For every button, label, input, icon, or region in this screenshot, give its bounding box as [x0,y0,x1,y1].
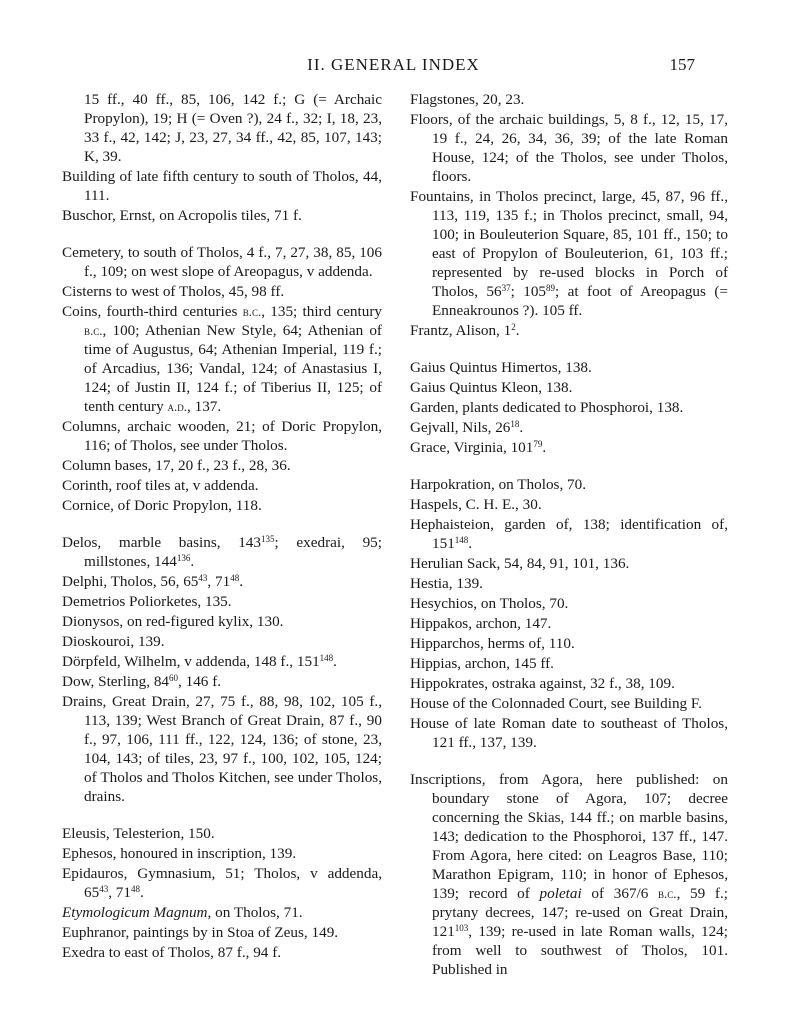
index-entry: Hippokrates, ostraka against, 32 f., 38, 109. [410,675,675,692]
index-entry: Garden, plants dedicated to Phosphoroi, 138. [410,399,684,416]
index-entry: Column bases, 17, 20 f., 23 f., 28, 36. [62,457,291,474]
index-entry: Corinth, roof tiles at, v addenda. [62,477,259,494]
index-entry: Euphranor, paintings by in Stoa of Zeus, 149. [62,924,339,941]
index-entry: Cornice, of Doric Propylon, 118. [62,497,262,514]
index-entry: Etymologicum Magnum, on Tholos, 71. [62,904,303,921]
index-entry: Ephesos, honoured in inscription, 139. [62,845,297,862]
index-entry: Frantz, Alison, $1^2$. [410,322,520,339]
index-entry: Hestia, 139. [410,575,483,592]
index-entry: Dioskouroi, 139. [62,633,165,650]
index-entry: Drains, Great Drain, 27, 75 f., 88, 98, 102, 105 f., 113, 139; West Branch of Great Drain, 87 f., 90 f., 97, 106, 111 ff., 122, 124, 136; of stone, 23, 104, 143; of tiles, 23, 97 f., 100, 102, 105, 124; of Tholos and Tholos Kitchen, see under Tholos, drains. [62,693,382,805]
left-column [62,90,382,963]
index-entry: Cemetery, to south of Tholos, 4 f., 7, 27, 38, 85, 106 f., 109; on west slope of Areopagus, v addenda. [62,244,382,280]
index-entry: Cisterns to west of Tholos, 45, 98 ff. [62,283,285,300]
index-entry: Hesychios, on Tholos, 70. [410,595,569,612]
index-entry: Coins, fourth-third centuries b.c., 135; third century b.c., 100; Athenian New Style, 64; Athenian of time of Augustus, 64; Athenian Imperial, 119 f.; of Arcadius, 136; Vandal, 124; of Anastasius I, 124; of Justin II, 124 f.; of Tiberius II, 125; of tenth century a.d., 137. [62,303,382,415]
index-entry: Flagstones, 20, 23. [410,91,525,108]
page-header [0,55,787,79]
index-entry: Gejvall, Nils, $26^{18}$. [410,419,524,436]
index-entry: Delos, marble basins, $143^{135}$; exedrai, 95; millstones, $144^{136}$. [62,534,382,570]
page-number: 157 [669,55,695,74]
index-entry: Harpokration, on Tholos, 70. [410,476,587,493]
index-entry: Columns, archaic wooden, 21; of Doric Propylon, 116; of Tholos, see under Tholos. [62,418,382,454]
index-entry: Dow, Sterling, $84^{60}$, 146 f. [62,673,222,690]
index-entry: Hippakos, archon, 147. [410,615,552,632]
index-entry: Hippias, archon, 145 ff. [410,655,554,672]
index-entry: 15 ff., 40 ff., 85, 106, 142 f.; G (= Archaic Propylon), 19; H (= Oven ?), 24 f., 32; I, 18, 23, 33 f., 42, 142; J, 23, 27, 34 ff., 42, 85, 107, 143; K, 39. [84,91,382,165]
index-entry: House of late Roman date to southeast of Tholos, 121 ff., 137, 139. [410,715,728,751]
index-entry: Herulian Sack, 54, 84, 91, 101, 136. [410,555,630,572]
index-entry: Gaius Quintus Himertos, 138. [410,359,592,376]
index-entry: Buschor, Ernst, on Acropolis tiles, 71 f. [62,207,302,224]
index-entry: Demetrios Poliorketes, 135. [62,593,232,610]
index-entry: Delphi, Tholos, 56, $65^{43}$, $71^{48}$. [62,573,243,590]
index-entry: Hephaisteion, garden of, 138; identification of, $151^{148}$. [410,516,728,552]
right-column [410,90,728,980]
index-entry: Epidauros, Gymnasium, 51; Tholos, v addenda, $65^{43}$, $71^{48}$. [62,865,382,901]
index-entry: Grace, Virginia, $101^{79}$. [410,439,547,456]
index-entry: Building of late fifth century to south of Tholos, 44, 111. [62,168,382,204]
index-entry: Dörpfeld, Wilhelm, v addenda, 148 f., $151^{148}$. [62,653,337,670]
index-entry: Gaius Quintus Kleon, 138. [410,379,573,396]
index-entry: Eleusis, Telesterion, 150. [62,825,215,842]
index-entry: Floors, of the archaic buildings, 5, 8 f., 12, 15, 17, 19 f., 24, 26, 34, 36, 39; of the late Roman House, 124; of the Tholos, see under Tholos, floors. [410,111,728,185]
index-entry: Haspels, C. H. E., 30. [410,496,542,513]
running-title: II. GENERAL INDEX [307,55,480,74]
index-entry: Inscriptions, from Agora, here published: on boundary stone of Agora, 107; decree concerning the Skias, 144 ff.; on marble basins, 143; dedication to the Phosphoroi, 137 ff., 147. From Agora, here cited: on Leagros Base, 110; Marathon Epigram, 110; in honor of Ephesos, 139; record of poletai of 367/6 b.c., 59 f.; prytany decrees, 147; re-used on Great Drain, $121^{103}$, 139; re-used in late Roman walls, 124; from well to southwest of Tholos, 101. Published in [410,771,729,978]
index-entry: House of the Colonnaded Court, see Building F. [410,695,702,712]
index-entry: Hipparchos, herms of, 110. [410,635,575,652]
index-entry: Fountains, in Tholos precinct, large, 45, 87, 96 ff., 113, 119, 135 f.; in Tholos precinct, small, 94, 100; in Bouleuterion Square, 85, 101 ff., 150; to east of Propylon of Bouleuterion, 61, 103 ff.; represented by re-used blocks in Porch of Tholos, $56^{37}$; $105^{89}$; at foot of Areopagus (= Enneakrounos ?). 105 ff. [410,188,728,319]
index-entry: Exedra to east of Tholos, 87 f., 94 f. [62,944,282,961]
index-entry: Dionysos, on red-figured kylix, 130. [62,613,284,630]
